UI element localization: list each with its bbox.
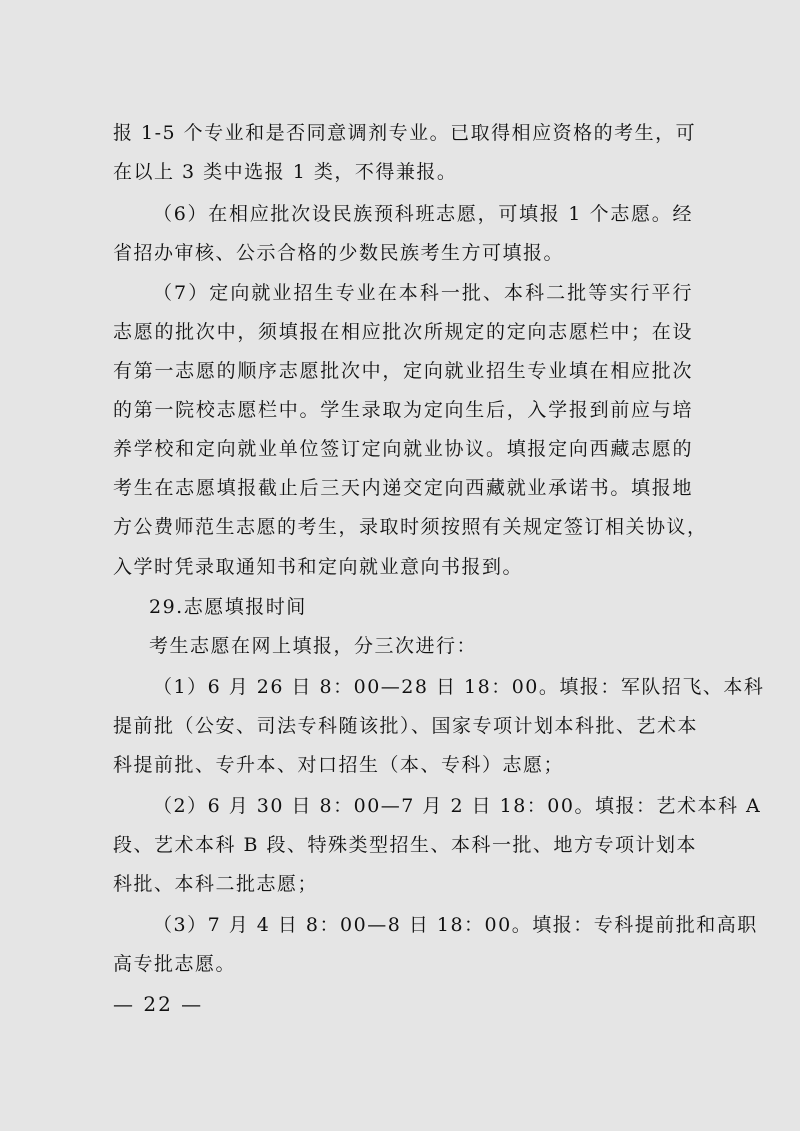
text-line: 入学时凭录取通知书和定向就业意向书报到。 [113, 556, 524, 578]
section-heading: 29.志愿填报时间 [149, 596, 307, 618]
text-line: 志愿的批次中，须填报在相应批次所规定的定向志愿栏中；在设 [113, 321, 693, 343]
text-line: 科提前批、专升本、对口招生（本、专科）志愿； [113, 754, 565, 776]
text-line: 养学校和定向就业单位签订定向就业协议。填报定向西藏志愿的 [113, 438, 693, 460]
text-line: 高专批志愿。 [113, 953, 237, 975]
text-line: （2）6 月 30 日 8：00—7 月 2 日 18：00。填报：艺术本科 A [153, 795, 762, 817]
text-line: （7）定向就业招生专业在本科一批、本科二批等实行平行 [153, 282, 693, 304]
text-line: 提前批（公安、司法专科随该批）、国家专项计划本科批、艺术本 [113, 715, 699, 737]
text-line: （6）在相应批次设民族预科班志愿，可填报 1 个志愿。经 [153, 203, 693, 225]
text-line: 报 1-5 个专业和是否同意调剂专业。已取得相应资格的考生，可 [113, 122, 697, 144]
text-line: 段、艺术本科 B 段、特殊类型招生、本科一批、地方专项计划本 [113, 834, 698, 856]
page-number: — 22 — [113, 992, 204, 1016]
text-line: 有第一志愿的顺序志愿批次中，定向就业招生专业填在相应批次 [113, 360, 693, 382]
text-line: 省招办审核、公示合格的少数民族考生方可填报。 [113, 242, 565, 264]
text-line: 科批、本科二批志愿； [113, 873, 319, 895]
text-line: 方公费师范生志愿的考生，录取时须按照有关规定签订相关协议， [113, 516, 708, 538]
text-line: 考生志愿在网上填报，分三次进行： [149, 635, 478, 657]
text-line: 在以上 3 类中选报 1 类，不得兼报。 [113, 161, 458, 183]
text-line: 的第一院校志愿栏中。学生录取为定向生后，入学报到前应与培 [113, 399, 693, 421]
text-line: （3）7 月 4 日 8：00—8 日 18：00。填报：专科提前批和高职 [153, 914, 758, 936]
text-line: 考生在志愿填报截止后三天内递交定向西藏就业承诺书。填报地 [113, 477, 693, 499]
text-line: （1）6 月 26 日 8：00—28 日 18：00。填报：军队招飞、本科 [153, 676, 765, 698]
